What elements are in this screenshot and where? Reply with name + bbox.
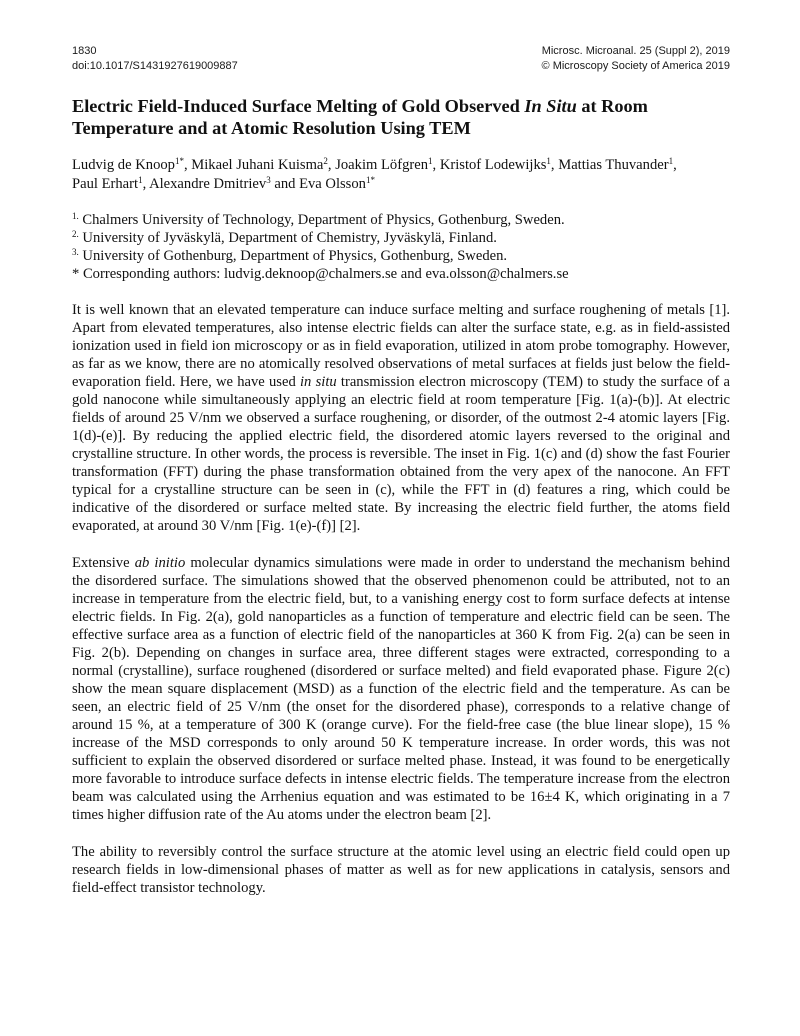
affiliations [72, 211, 730, 283]
paper-title [72, 95, 730, 139]
corresponding-authors: * Corresponding authors: ludvig.deknoop@chalmers.se and eva.olsson@chalmers.se [72, 266, 569, 282]
author: Eva Olsson$^{1*}$ [299, 175, 375, 192]
affiliation: $^{1.}$ Chalmers University of Technology, Department of Physics, Gothenburg, Sweden. [72, 211, 565, 228]
author: Paul Erhart$^1$, [72, 175, 150, 192]
body-paragraph-2: Extensive ab initio molecular dynamics simulations were made in order to understand the mechanism behind the disordered surface. The simulations showed that the observed phenomenon could be attributed, not to an increase in temperature from the electric field, but, to a vanishing energy cost to form surface defects at intense electric fields. In Fig. 2(a), gold nanoparticles as a function of temperature and electric field can be seen. The effective surface area as a function of electric field of the nanoparticles at 360 K from Fig. 2(a) can be seen in Fig. 2(b). Depending on changes in surface area, three different stages were extracted, corresponding to a normal (crystalline), surface roughened (disordered or surface melted) and field evaporated phase. Figure 2(c) show the mean square displacement (MSD) as a function of the electric field and the temperature. As can be seen, an electric field of 25 V/nm (the onset for the disordered phase), corresponds to a relative change of around 15 %, at a temperature of 300 K (orange curve). For the field-free case (the blue linear slope), 15 % increase of the MSD corresponds to only around 50 K temperature increase. In order words, this was not sufficient to explain the observed disordered or surface melted phase. Instead, it was found to be energetically more favorable to introduce surface defects in intense electric fields. The temperature increase from the electron beam was calculated using the Arrhenius equation and was estimated to be 16±4 K, which originating in a 7 times higher diffusion rate of the Au atoms under the electron beam [2]. [72, 555, 730, 823]
author: Kristof Lodewijks$^1$, [439, 156, 559, 173]
affiliation: $^{2.}$ University of Jyväskylä, Department of Chemistry, Jyväskylä, Finland. [72, 229, 497, 246]
body-paragraph-3: The ability to reversibly control the surface structure at the atomic level using an electric field could open up research fields in low-dimensional phases of matter as well as for new applications in catalysis, sensors and field-effect transistor technology. [72, 844, 730, 896]
affiliation: $^{3.}$ University of Gothenburg, Department of Physics, Gothenburg, Sweden. [72, 247, 508, 264]
author-list [72, 156, 730, 194]
author: Mattias Thuvander$^1$, [558, 156, 677, 173]
doi: doi:10.1017/S1431927619009887 [72, 60, 238, 72]
page-number: 1830 [72, 45, 97, 57]
title-text: Electric Field-Induced Surface Melting of Gold Observed [72, 96, 525, 116]
journal-citation: Microsc. Microanal. 25 (Suppl 2), 2019 [541, 45, 730, 57]
running-header [72, 44, 730, 74]
author: Mikael Juhani Kuisma$^2$, [191, 156, 336, 173]
copyright: © Microscopy Society of America 2019 [541, 60, 730, 72]
title-italic: In Situ [524, 96, 577, 116]
author: Ludvig de Knoop$^{1*}$, [72, 156, 192, 173]
author: Alexandre Dmitriev$^3$ and [149, 175, 300, 192]
title-text: at Room Temperature and at Atomic Resolution Using TEM [72, 96, 648, 138]
author: Joakim Löfgren$^1$, [335, 156, 440, 173]
paper-page [72, 44, 730, 897]
body-paragraph-1: It is well known that an elevated temperature can induce surface melting and surface roughening of metals [1]. Apart from elevated temperatures, also intense electric fields can alter the surface state, e.g. as in field-assisted ionization used in field ion microscopy or as in field evaporation, utilized in atom probe tomography. However, as far as we know, there are no atomically resolved observations of metal surfaces at fields just below the field-evaporation field. Here, we have used in situ transmission electron microscopy (TEM) to study the surface of a gold nanocone while simultaneously applying an electric field at room temperature [Fig. 1(a)-(b)]. At electric fields of around 25 V/nm we observed a surface roughening, or disorder, of the outmost 2-4 atomic layers [Fig. 1(d)-(e)]. By reducing the applied electric field, the disordered atomic layers reversed to the original and crystalline structure. In other words, the process is reversible. The inset in Fig. 1(c) and (d) show the fast Fourier transformation (FFT) during the phase transformation obtained from the very apex of the nanocone. An FFT typical for a crystalline structure can be seen in (c), while the FFT in (d) features a ring, which could be indicative of the disordered or surface melted state. By increasing the electric field further, the atoms field evaporated, at around 30 V/nm [Fig. 1(e)-(f)] [2]. [72, 302, 730, 534]
